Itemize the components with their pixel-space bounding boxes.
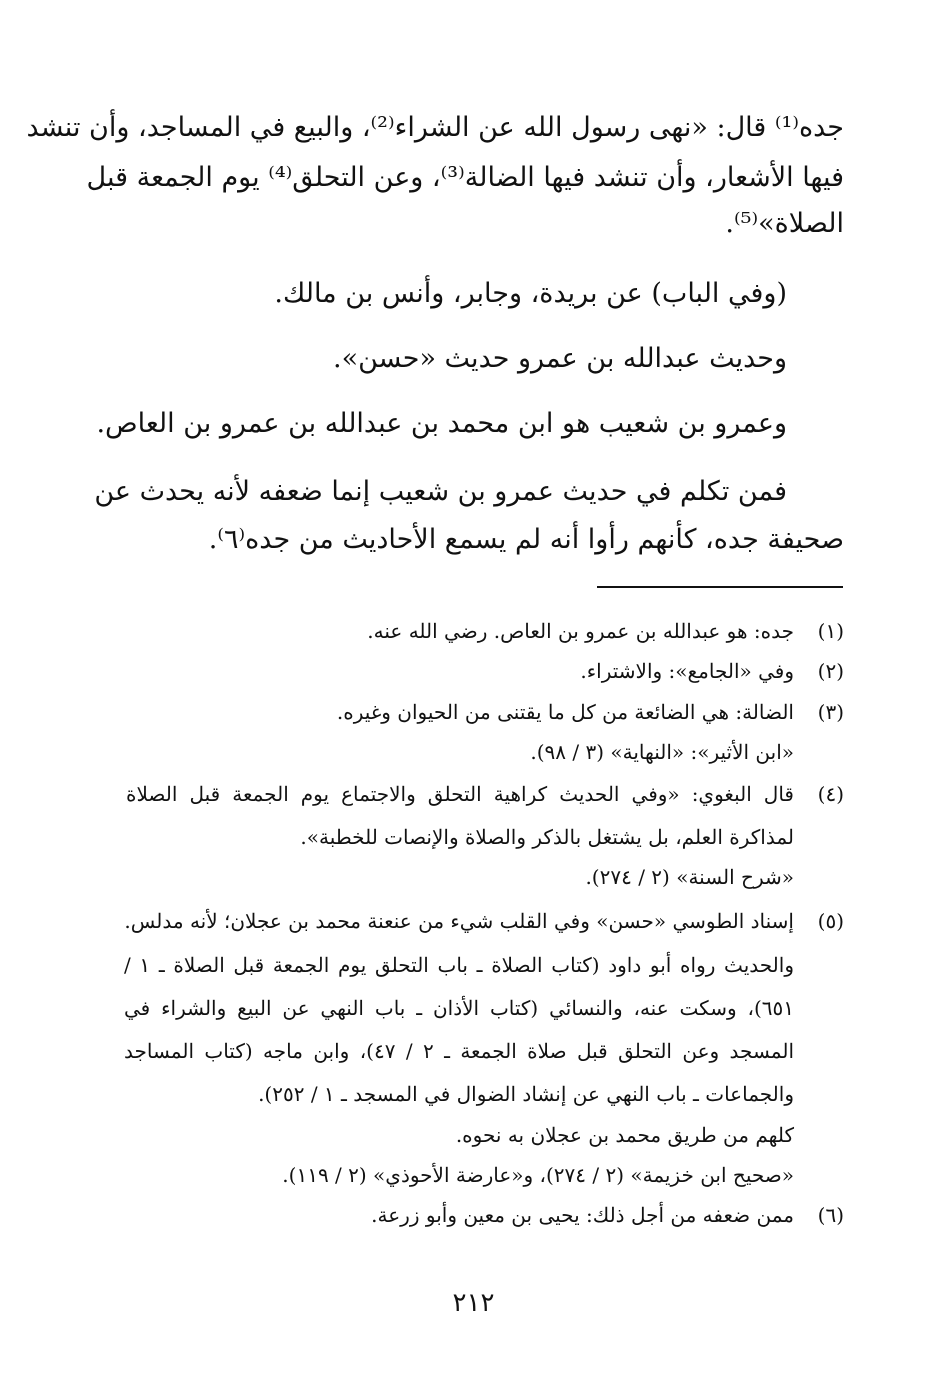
footnote-text: والجماعات ـ باب النهي عن إنشاد الضوال في المسجد ـ ١ / ٢٥٢). [258, 1082, 794, 1106]
footnote-5-cont-4 [258, 1079, 794, 1109]
main-line-7: فمن تكلم في حديث عمرو بن شعيب إنما ضعفه لأنه يحدث عن [94, 476, 787, 507]
footnote-text: لمذاكرة العلم، بل يشتغل بالذكر والصلاة والإنصات للخطبة». [300, 825, 794, 849]
footnote-4-cont-2 [585, 862, 794, 892]
main-line-1: جده⁽¹⁾ قال: «نهى رسول الله عن الشراء⁽²⁾، والبيع في المساجد، وأن تنشد [26, 112, 844, 143]
footnote-3 [337, 697, 844, 727]
footnote-number: (١) [817, 619, 844, 643]
footnote-2 [580, 656, 844, 686]
footnote-text: إسناد الطوسي «حسن» وفي القلب شيء من عنعنة محمد بن عجلان؛ لأنه مدلس. [124, 909, 794, 933]
footnote-text: «ابن الأثير»: «النهاية» (٣ / ٩٨). [530, 740, 794, 764]
footnote-5-cont-6 [282, 1160, 794, 1190]
footnote-5-cont-5 [456, 1120, 794, 1150]
footnote-text: قال البغوي: «وفي الحديث كراهية التحلق والاجتماع يوم الجمعة قبل الصلاة [126, 782, 794, 806]
footnote-5 [124, 906, 844, 936]
footnote-text: الضالة: هي الضائعة من كل ما يقتنى من الحيوان وغيره. [336, 700, 794, 724]
footnote-4 [126, 779, 844, 809]
footnote-number: (٤) [817, 782, 844, 806]
footnote-text: وفي «الجامع»: والاشتراء. [580, 659, 794, 683]
main-line-5: وحديث عبدالله بن عمرو حديث «حسن». [333, 343, 787, 374]
main-line-8: صحيفة جده، كأنهم رأوا أنه لم يسمع الأحاديث من جده⁽٦⁾. [208, 524, 844, 555]
main-line-4: (وفي الباب) عن بريدة، وجابر، وأنس بن مالك. [274, 278, 787, 309]
footnote-text: ممن ضعفه من أجل ذلك: يحيى بن معين وأبو زرعة. [371, 1203, 794, 1227]
footnote-5-cont-1 [124, 950, 794, 980]
footnote-5-cont-2 [124, 993, 794, 1023]
main-line-6: وعمرو بن شعيب هو ابن محمد بن عبدالله بن عمرو بن العاص. [96, 408, 787, 439]
footnote-number: (٦) [817, 1203, 844, 1227]
footnote-text: كلهم من طريق محمد بن عجلان به نحوه. [455, 1123, 794, 1147]
footnote-text: «صحيح ابن خزيمة» (٢ / ٢٧٤)، و«عارضة الأحوذي» (٢ / ١١٩). [282, 1163, 794, 1187]
main-line-3: الصلاة»⁽⁵⁾. [725, 208, 844, 239]
footnote-5-cont-3 [124, 1036, 794, 1066]
page-number: ٢١٢ [452, 1288, 495, 1318]
footnote-number: (٥) [817, 909, 844, 933]
footnote-text: ٦٥١)، وسكت عنه، والنسائي (كتاب الأذان ـ باب النهي عن البيع والشراء في [124, 996, 794, 1020]
footnote-text: «شرح السنة» (٢ / ٢٧٤). [585, 865, 794, 889]
footnote-text: جده: هو عبدالله بن عمرو بن العاص. رضي الله عنه. [367, 619, 794, 643]
main-line-2: فيها الأشعار، وأن تنشد فيها الضالة⁽³⁾، وعن التحلق⁽⁴⁾ يوم الجمعة قبل [86, 162, 844, 193]
footnote-separator [597, 586, 843, 588]
footnote-number: (٣) [817, 700, 844, 724]
footnote-3-cont [530, 737, 794, 767]
footnote-text: والحديث رواه أبو داود (كتاب الصلاة ـ باب التحلق يوم الجمعة قبل الصلاة ـ ١ / [124, 953, 794, 977]
footnote-4-cont-1 [300, 822, 794, 852]
footnote-text: المسجد وعن التحلق قبل صلاة الجمعة ـ ٢ / ٤٧)، وابن ماجه (كتاب المساجد [124, 1039, 795, 1063]
footnote-1 [367, 616, 844, 646]
footnote-number: (٢) [817, 659, 844, 683]
footnote-6 [371, 1200, 844, 1230]
